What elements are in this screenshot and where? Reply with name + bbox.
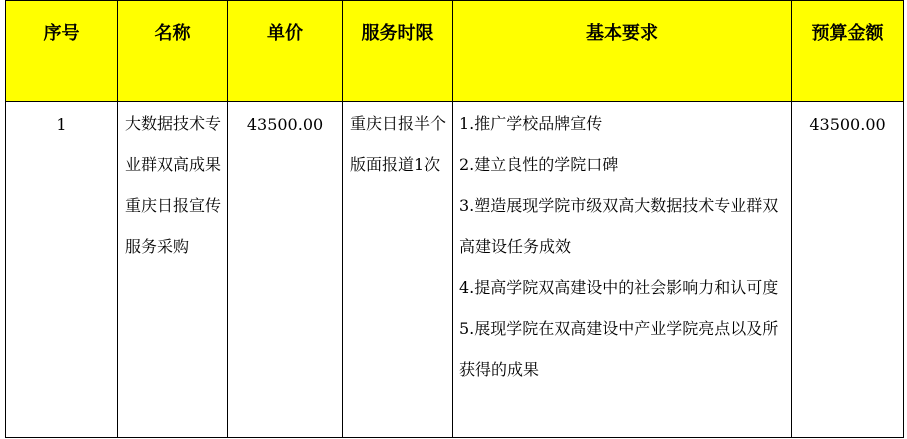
service-duration: 重庆日报半个版面报道1次 bbox=[350, 114, 447, 174]
table-row bbox=[6, 102, 904, 438]
cell-unit-price: 43500.00 bbox=[228, 102, 343, 438]
header-duration: 服务时限 bbox=[343, 1, 453, 102]
header-budget: 预算金额 bbox=[792, 1, 904, 102]
header-name: 名称 bbox=[118, 1, 228, 102]
header-index: 序号 bbox=[6, 1, 118, 102]
requirement-item: 4.提高学院双高建设中的社会影响力和认可度 bbox=[459, 278, 779, 297]
cell-duration bbox=[343, 102, 453, 438]
header-row bbox=[6, 1, 904, 102]
requirement-item: 5.展现学院在双高建设中产业学院亮点以及所获得的成果 bbox=[459, 319, 779, 379]
requirement-item: 3.塑造展现学院市级双高大数据技术专业群双高建设任务成效 bbox=[459, 196, 779, 256]
cell-requirements bbox=[453, 102, 792, 438]
requirement-item: 1.推广学校品牌宣传 bbox=[459, 114, 603, 133]
item-name: 大数据技术专业群双高成果重庆日报宣传服务采购 bbox=[125, 114, 222, 256]
header-requirements: 基本要求 bbox=[453, 1, 792, 102]
procurement-table bbox=[5, 0, 904, 438]
cell-budget: 43500.00 bbox=[792, 102, 904, 438]
cell-name bbox=[118, 102, 228, 438]
header-unit-price: 单价 bbox=[228, 1, 343, 102]
requirements-list bbox=[459, 103, 787, 390]
cell-index: 1 bbox=[6, 102, 118, 438]
requirement-item: 2.建立良性的学院口碑 bbox=[459, 155, 619, 174]
